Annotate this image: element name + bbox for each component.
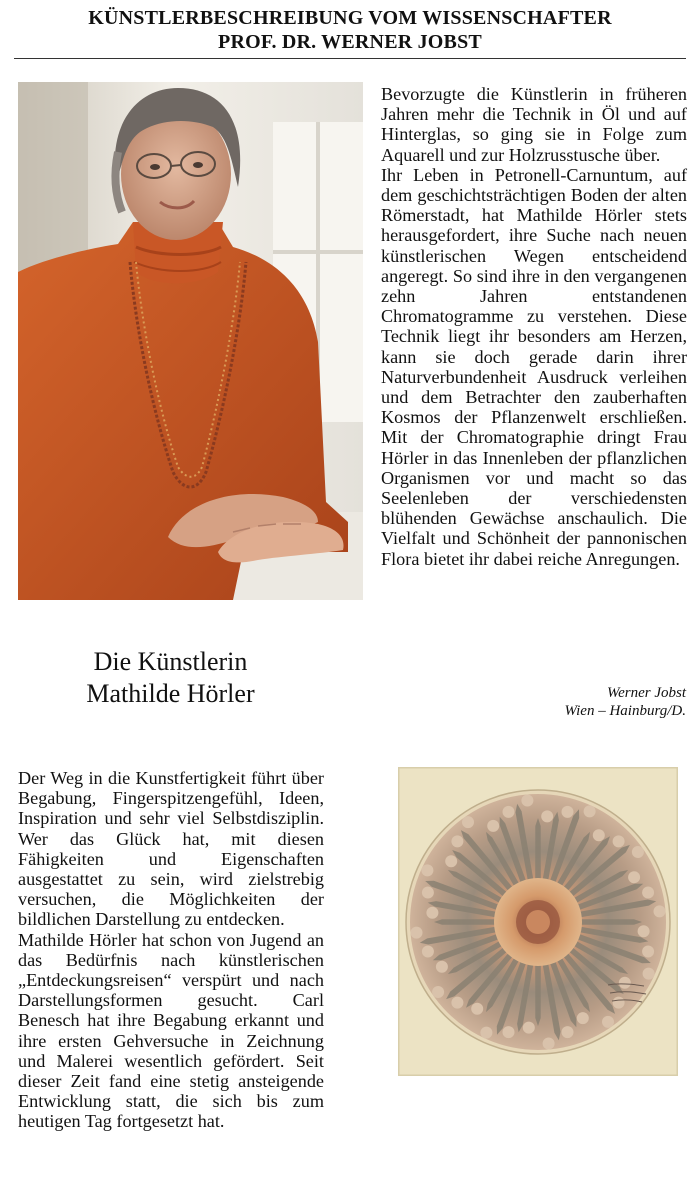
header-author-line: PROF. DR. WERNER JOBST xyxy=(218,31,482,53)
artist-portrait-photo xyxy=(18,82,363,600)
artist-caption xyxy=(18,646,323,710)
chromatogram-rim-spot xyxy=(480,1027,492,1039)
chromatogram-rim-spot xyxy=(593,829,605,841)
artist-description-left-column xyxy=(18,768,324,1132)
chromatogram-rim-spot xyxy=(619,977,631,989)
chromatogram-rim-spot xyxy=(445,855,457,867)
chromatogram-rim-spot xyxy=(411,927,423,939)
chromatogram-rim-spot xyxy=(451,997,463,1009)
chromatogram-rim-spot xyxy=(503,1026,515,1038)
caption-line: Die Künstlerin xyxy=(93,647,248,676)
chromatogram-rim-spot xyxy=(643,968,655,980)
chromatogram-rim-spot xyxy=(432,986,444,998)
header-title-line: KÜNSTLERBESCHREIBUNG VOM WISSENSCHAFTER xyxy=(88,7,612,29)
chromatogram-rim-spot xyxy=(562,806,574,818)
chromatogram-rim-spot xyxy=(628,871,640,883)
chromatogram-rim-spot xyxy=(602,1016,614,1028)
chromatogram-rim-spot xyxy=(654,905,666,917)
chromatogram-rim-spot xyxy=(642,887,654,899)
chromatogram-rim-spot xyxy=(584,805,596,817)
author-signature xyxy=(420,684,686,720)
chromatogram-rim-spot xyxy=(421,864,433,876)
chromatogram-rim-spot xyxy=(562,1026,574,1038)
header-divider xyxy=(14,58,686,59)
chromatogram-rim-spot xyxy=(462,816,474,828)
paragraph: Ihr Leben in Petronell-Carnuntum, auf dem geschichtsträchtigen Boden der alten Römerstadt, hat Mathilde Hörler stets herausgefordert, ihre Suche nach neuen künstlerischen Wegen entscheidend angeregt. So sind ihre in den vergangenen zehn Jahren entstandenen Chromatogramme zu verstehen. Diese Technik liegt ihr besonders am Herzen, kann sie doch gerade darin ihrer Naturverbundenheit Ausdruck verleihen und dem Betrachter den zauberhaften Kosmos der Pflanzenwelt erschließen. Mit der Chromatographie dringt Frau Hörler in das Innenleben der pflanzlichen Organismen vor und macht so das Seelenleben der verschiedensten blühenden Gewächse anschaulich. Die Vielfalt und Schönheit der pannonischen Flora bietet ihr dabei reiche Anregungen. xyxy=(381,164,687,569)
chromatogram-rim-spot xyxy=(471,1003,483,1015)
signature-place: Wien – Hainburg/D. xyxy=(564,703,686,719)
chromatogram-rim-spot xyxy=(422,887,434,899)
signature-name: Werner Jobst xyxy=(606,685,686,701)
chromatogram-ray xyxy=(535,818,541,882)
chromatogram-rim-spot xyxy=(632,846,644,858)
chromatogram-rim-spot xyxy=(642,946,654,958)
chromatogram-ray xyxy=(434,919,498,925)
chromatogram-rim-spot xyxy=(613,997,625,1009)
chromatogram-rim-spot xyxy=(613,835,625,847)
chromatogram-rim-spot xyxy=(422,946,434,958)
chromatogram-rim-spot xyxy=(426,907,438,919)
chromatogram-ray xyxy=(535,962,541,1026)
chromatogram-ray xyxy=(578,919,642,925)
page-header xyxy=(0,6,700,54)
chromatogram-rim-spot xyxy=(451,835,463,847)
paragraph: Der Weg in die Kunstfertigkeit führt über Begabung, Fingerspitzengefühl, Ideen, Inspiration und sehr viel Selbstdisziplin. Wer das Glück hat, mit diesen Fähigkeiten und Eigenschaften ausgestattet zu sein, wird zielstrebig versuchen, die Möglichkeiten der bildlichen Darstellung zu entdecken. xyxy=(18,768,324,930)
chromatogram-rim-spot xyxy=(638,925,650,937)
chromatogram-rim-spot xyxy=(521,795,533,807)
chromatogram-rim-spot xyxy=(503,806,515,818)
chromatogram-rim-spot xyxy=(543,1038,555,1050)
paragraph: Mathilde Hörler hat schon von Jugend an das Bedürfnis nach künstlerischen „Entdeckungsreisen“ verspürt und nach Darstellungsformen gesucht. Carl Benesch hat ihre Begabung erkannt und ihre ersten Gehversuche in Zeichnung und Malerei wesentlich gefördert. Seit dieser Zeit fand eine stetig ansteigende Entwicklung statt, die sich bis zum heutigen Tag fortgesetzt hat. xyxy=(18,929,324,1132)
chromatogram-rim-spot xyxy=(541,810,553,822)
chromatogram-artwork-image xyxy=(398,767,678,1076)
chromatogram-rim-spot xyxy=(523,1022,535,1034)
artist-name: Mathilde Hörler xyxy=(86,679,255,708)
paragraph: Bevorzugte die Künstlerin in früheren Jahren mehr die Technik in Öl und auf Hinterglas, so ging sie in Folge zum Aquarell und zur Holzrusstusche über. xyxy=(381,84,687,165)
chromatogram-rim-spot xyxy=(436,961,448,973)
chromatogram-rim-spot xyxy=(487,820,499,832)
chromatogram-rim-spot xyxy=(577,1012,589,1024)
artist-description-right-column xyxy=(381,84,687,569)
